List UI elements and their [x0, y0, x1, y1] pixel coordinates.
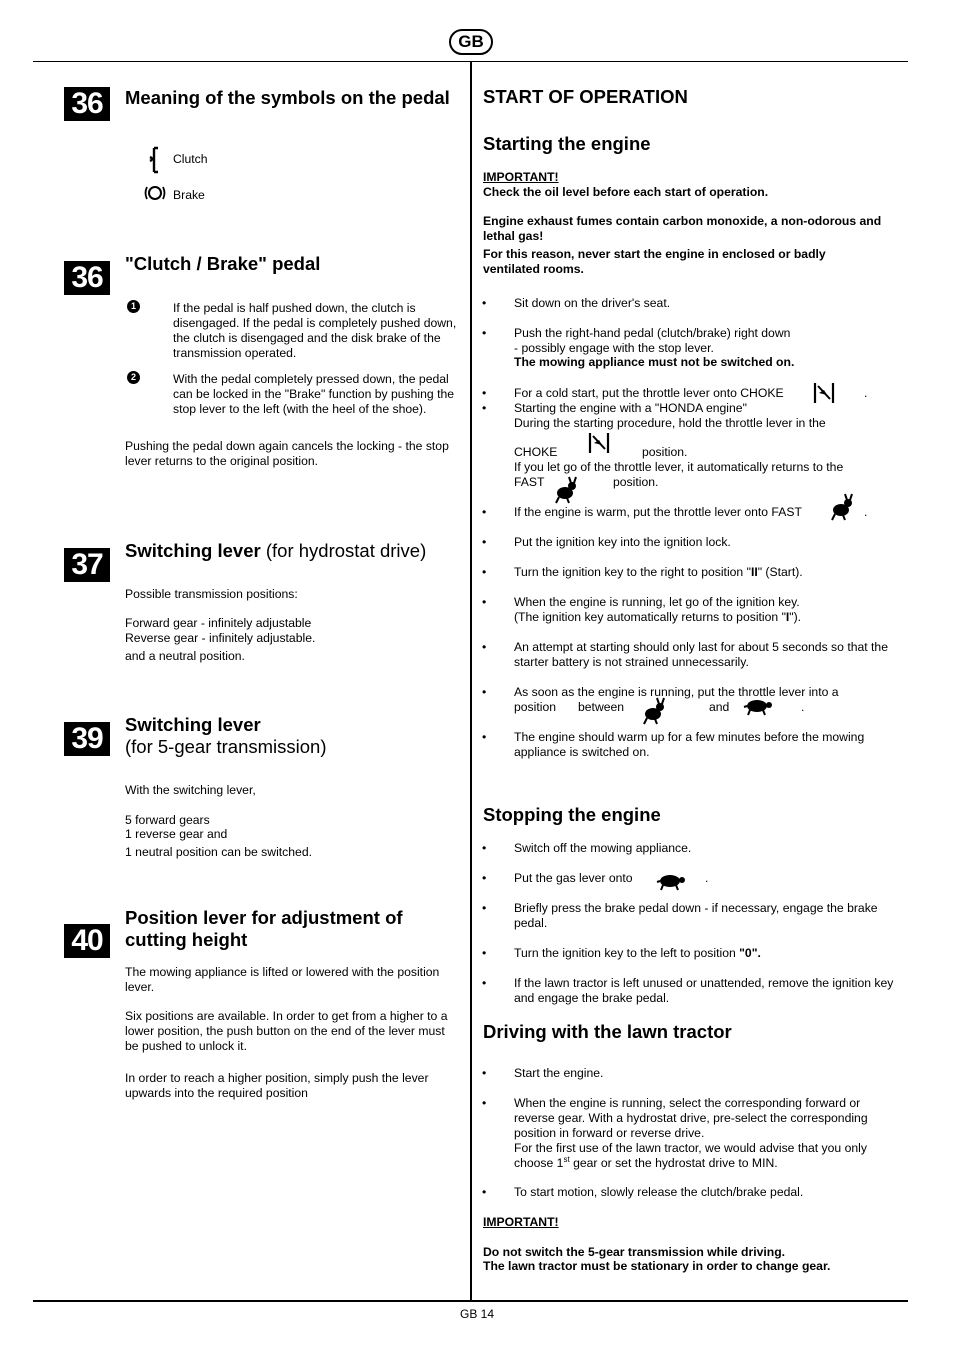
list-item: For a cold start, put the throttle lever onto CHOKE	[514, 386, 784, 400]
bullet: •	[482, 296, 487, 310]
clutch-label: Clutch	[173, 152, 208, 166]
bullet: •	[482, 565, 487, 579]
important-label: IMPORTANT!	[483, 1215, 559, 1229]
bullet: •	[482, 1185, 487, 1199]
bullet: •	[482, 685, 487, 699]
position-value: II	[750, 565, 758, 579]
punctuation: .	[864, 505, 868, 519]
important-text: Check the oil level before each start of operation.	[483, 185, 769, 199]
bullet: •	[482, 505, 487, 519]
list-item: between	[578, 700, 625, 714]
list-item: Sit down on the driver's seat.	[514, 296, 671, 310]
text: ").	[789, 610, 802, 624]
bullet: •	[482, 640, 487, 654]
column-divider	[470, 61, 472, 1301]
punctuation: .	[705, 871, 709, 885]
list-item: When the engine is running, select the corresponding forward or reverse gear. With a hydrostat drive, pre-select the corresponding position in forward or reverse drive.	[514, 1096, 868, 1140]
list-item: An attempt at starting should only last for about 5 seconds so that the starter battery is not strained unnecessarily.	[514, 640, 888, 669]
list-item	[514, 610, 894, 625]
bullet: •	[482, 401, 487, 415]
section-number: 40	[64, 924, 110, 958]
text: (The ignition key automatically returns to position "	[514, 610, 786, 624]
list-item	[514, 946, 894, 961]
rabbit-icon	[641, 697, 667, 725]
list-item: position.	[613, 475, 659, 489]
page-number: GB 14	[459, 1307, 495, 1321]
paragraph: Pushing the pedal down again cancels the locking - the stop lever returns to the original position.	[125, 439, 449, 468]
section-title: Switching lever	[125, 714, 261, 735]
step-number-1: 1	[127, 300, 140, 313]
text: Turn the ignition key to the right to position "	[514, 565, 751, 579]
text: Turn the ignition key to the left to position	[514, 946, 740, 960]
section-subtitle: (for 5-gear transmission)	[125, 736, 327, 757]
bullet: •	[482, 1066, 487, 1080]
chapter-title: START OF OPERATION	[483, 86, 688, 107]
paragraph: In order to reach a higher position, simply push the lever upwards into the required position	[125, 1071, 429, 1100]
position-value: "0".	[739, 946, 761, 960]
list-item: To start motion, slowly release the clutch/brake pedal.	[514, 1185, 804, 1199]
list-item: During the starting procedure, hold the throttle lever in the	[514, 416, 826, 430]
list-item: Start the engine.	[514, 1066, 604, 1080]
list-item: The mowing appliance must not be switched on.	[514, 355, 795, 369]
text: For the first use of the lawn tractor, we would advise that you only choose 1	[514, 1141, 867, 1170]
list-item: Starting the engine with a "HONDA engine"	[514, 401, 747, 415]
section-title: Meaning of the symbols on the pedal	[125, 87, 450, 108]
list-item: CHOKE	[514, 445, 558, 459]
paragraph: and a neutral position.	[125, 649, 245, 663]
bullet: •	[482, 535, 487, 549]
bullet: •	[482, 841, 487, 855]
text: " (Start).	[757, 565, 803, 579]
bottom-rule	[33, 1300, 908, 1302]
warning-text: For this reason, never start the engine in enclosed or badly ventilated rooms.	[483, 247, 826, 276]
bullet: •	[482, 326, 487, 340]
important-text: The lawn tractor must be stationary in order to change gear.	[483, 1259, 831, 1273]
paragraph: With the switching lever,	[125, 783, 256, 797]
punctuation: .	[801, 700, 805, 714]
paragraph: Forward gear - infinitely adjustable	[125, 616, 312, 630]
position-value: I	[785, 610, 790, 624]
bullet: •	[482, 1096, 487, 1110]
bullet: •	[482, 976, 487, 990]
clutch-icon	[145, 146, 163, 174]
bullet: •	[482, 946, 487, 960]
paragraph: Reverse gear - infinitely adjustable.	[125, 631, 316, 645]
bullet: •	[482, 730, 487, 744]
brake-label: Brake	[173, 188, 205, 202]
step-text: With the pedal completely pressed down, the pedal can be locked in the "Brake" function by pushing the stop lever to the left (with the heel of the shoe).	[173, 372, 455, 416]
list-item: As soon as the engine is running, put the throttle lever into a	[514, 685, 839, 699]
title-light: (for hydrostat drive)	[265, 540, 427, 561]
bullet: •	[482, 386, 487, 400]
list-item: If you let go of the throttle lever, it automatically returns to the	[514, 460, 844, 474]
list-item: If the lawn tractor is left unused or unattended, remove the ignition key and engage the brake pedal.	[514, 976, 894, 1005]
step-number-2: 2	[127, 371, 140, 384]
paragraph: 1 neutral position can be switched.	[125, 845, 312, 859]
list-item: The engine should warm up for a few minutes before the mowing appliance is switched on.	[514, 730, 865, 759]
superscript: st	[563, 1154, 570, 1164]
bullet: •	[482, 595, 487, 609]
brake-icon	[143, 184, 167, 202]
turtle-icon	[656, 871, 686, 891]
language-badge: GB	[449, 29, 493, 55]
list-item: position	[514, 700, 557, 714]
list-item: FAST	[514, 475, 545, 489]
list-item: and	[709, 700, 730, 714]
important-label: IMPORTANT!	[483, 170, 559, 184]
list-item: Briefly press the brake pedal down - if necessary, engage the brake pedal.	[514, 901, 878, 930]
rabbit-icon	[553, 476, 579, 504]
section-title: "Clutch / Brake" pedal	[125, 253, 321, 274]
bullet: •	[482, 871, 487, 885]
paragraph: 5 forward gears	[125, 813, 210, 827]
list-item: If the engine is warm, put the throttle lever onto FAST	[514, 505, 802, 519]
list-item	[514, 1141, 894, 1171]
list-item: Switch off the mowing appliance.	[514, 841, 692, 855]
paragraph: Possible transmission positions:	[125, 587, 298, 601]
section-number: 37	[64, 548, 110, 582]
title-bold: Switching lever	[125, 540, 261, 561]
paragraph: The mowing appliance is lifted or lowered with the position lever.	[125, 965, 440, 994]
section-title	[125, 540, 465, 562]
list-item: Put the gas lever onto	[514, 871, 633, 885]
section-number: 36	[64, 261, 110, 295]
step-text: If the pedal is half pushed down, the clutch is disengaged. If the pedal is completely pushed down, the clutch is disengaged and the disk brake of the transmission operated.	[173, 301, 457, 360]
list-item: Put the ignition key into the ignition lock.	[514, 535, 731, 549]
section-title: Starting the engine	[483, 133, 651, 154]
punctuation: .	[864, 386, 868, 400]
warning-text: Engine exhaust fumes contain carbon monoxide, a non-odorous and lethal gas!	[483, 214, 882, 243]
section-number: 36	[64, 87, 110, 121]
paragraph: 1 reverse gear and	[125, 827, 228, 841]
list-item: When the engine is running, let go of the ignition key.	[514, 595, 800, 609]
list-item	[514, 565, 894, 580]
list-item: position.	[642, 445, 688, 459]
rabbit-icon	[829, 493, 855, 521]
list-item: Push the right-hand pedal (clutch/brake) right down	[514, 326, 791, 340]
section-title: Driving with the lawn tractor	[483, 1021, 732, 1042]
section-title: Stopping the engine	[483, 804, 661, 825]
section-number: 39	[64, 722, 110, 756]
important-text: Do not switch the 5-gear transmission while driving.	[483, 1245, 786, 1259]
bullet: •	[482, 901, 487, 915]
turtle-icon	[743, 696, 773, 716]
list-item: - possibly engage with the stop lever.	[514, 341, 714, 355]
text: gear or set the hydrostat drive to MIN.	[569, 1156, 778, 1170]
section-title: Position lever for adjustment of cutting height	[125, 907, 403, 950]
choke-icon	[588, 431, 610, 455]
paragraph: Six positions are available. In order to get from a higher to a lower position, the push button on the end of the lever must be pushed to unlock it.	[125, 1009, 448, 1053]
